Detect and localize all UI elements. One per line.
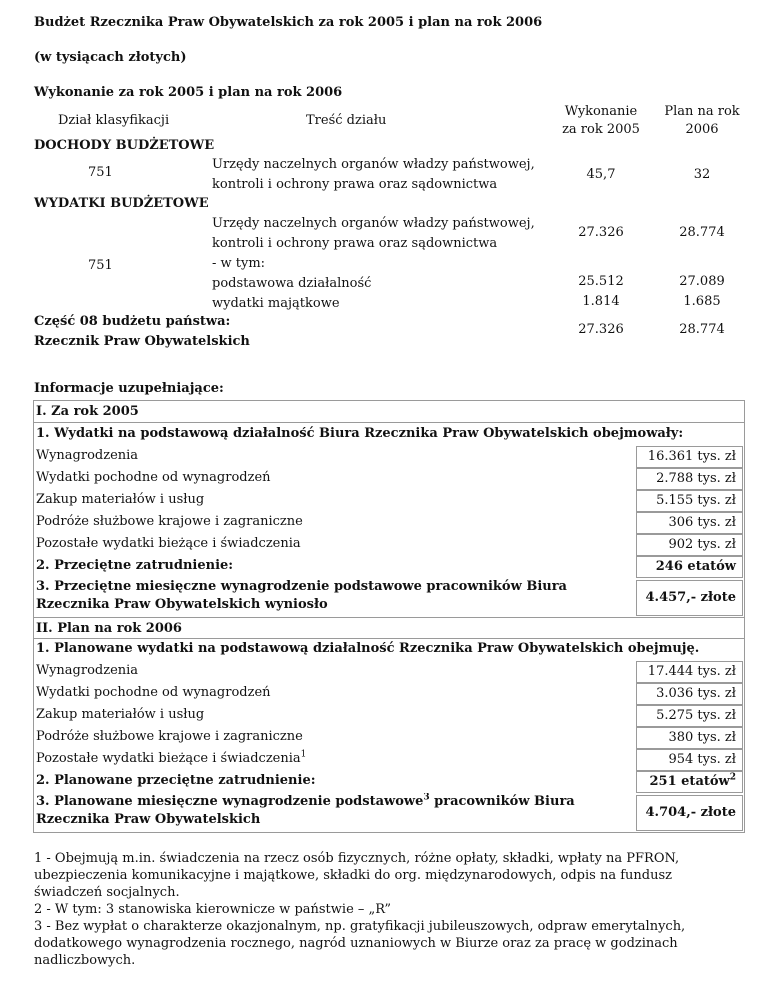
s1-row-3-value: 306 tys. zł <box>636 512 743 534</box>
s2-row-4-label-text: Pozostałe wydatki bieżące i świadczenia <box>36 751 301 766</box>
s1-item3-label <box>34 578 634 614</box>
s2-item2-value <box>636 771 743 793</box>
s1-item2-label: 2. Przeciętne zatrudnienie: <box>36 558 234 573</box>
dochody-tresc <box>212 155 535 195</box>
s1-row-4-label: Pozostałe wydatki bieżące i świadczenia <box>36 536 301 551</box>
s2-item3-label <box>34 793 634 829</box>
dochody-wykonanie: 45,7 <box>586 167 616 182</box>
s2-row-1-label: Wydatki pochodne od wynagrodzeń <box>36 685 271 700</box>
dochody-dzial: 751 <box>88 165 113 180</box>
s1-row-1-value: 2.788 tys. zł <box>636 468 743 490</box>
s1-row-4-value: 902 tys. zł <box>636 534 743 556</box>
header-wykonanie-line1: Wykonanie <box>564 104 638 119</box>
dochody-heading: DOCHODY BUDŻETOWE <box>34 138 215 153</box>
header-tresc: Treść działu <box>306 113 387 128</box>
wydatki-tresc-line1: Urzędy naczelnych organów władzy państwowej, <box>212 216 535 231</box>
s1-row-3-label: Podróże służbowe krajowe i zagraniczne <box>36 514 303 529</box>
s2-item3-line1b: pracowników Biura <box>429 794 575 809</box>
dochody-tresc-line2: kontroli i ochrony prawa oraz sądownictwa <box>212 177 498 192</box>
s2-item3-line2: Rzecznika Praw Obywatelskich <box>36 812 261 827</box>
wydatki-dzial: 751 <box>88 258 113 273</box>
page-title: Budżet Rzecznika Praw Obywatelskich za rok 2005 i plan na rok 2006 <box>34 15 543 30</box>
s2-row-2-value: 5.275 tys. zł <box>636 705 743 727</box>
s2-row-2-label: Zakup materiałów i usług <box>36 707 205 722</box>
section1-title: I. Za rok 2005 <box>34 401 744 423</box>
s2-row-1-value: 3.036 tys. zł <box>636 683 743 705</box>
s2-row-4-value: 954 tys. zł <box>636 749 743 771</box>
czesc-plan: 28.774 <box>679 322 725 337</box>
s2-item3-value: 4.704,- złote <box>636 795 743 831</box>
s2-row-3-value: 380 tys. zł <box>636 727 743 749</box>
wydatki-podstawowa-label: podstawowa działalność <box>212 276 372 291</box>
unit-note: (w tysiącach złotych) <box>34 50 187 65</box>
s1-item3-value: 4.457,- złote <box>636 580 743 616</box>
s2-item2-value-text: 251 etatów <box>649 774 730 789</box>
s2-item2-label: 2. Planowane przeciętne zatrudnienie: <box>36 773 316 788</box>
wydatki-heading: WYDATKI BUDŻETOWE <box>34 196 209 211</box>
podstawowa-wykonanie: 25.512 <box>578 274 624 289</box>
s2-item3-line1a: 3. Planowane miesięczne wynagrodzenie podstawowe <box>36 794 424 809</box>
s2-row-0-value: 17.444 tys. zł <box>636 661 743 683</box>
header-plan <box>650 103 754 139</box>
majatkowe-plan: 1.685 <box>683 294 721 309</box>
section2-item1-title: 1. Planowane wydatki na podstawową działalność Rzecznika Praw Obywatelskich obejmuję. <box>36 641 700 656</box>
podstawowa-plan: 27.089 <box>679 274 725 289</box>
s1-row-0-value: 16.361 tys. zł <box>636 446 743 468</box>
czesc-line2: Rzecznik Praw Obywatelskich <box>34 334 250 349</box>
s1-item3-line1: 3. Przeciętne miesięczne wynagrodzenie podstawowe pracowników Biura <box>36 579 567 594</box>
section-title: Wykonanie za rok 2005 i plan na rok 2006 <box>34 85 343 100</box>
wydatki-wykonanie: 27.326 <box>578 225 624 240</box>
footnote-3: 3 - Bez wypłat o charakterze okazjonalnym, np. gratyfikacji jubileuszowych, odpraw emerytalnych, dodatkowego wynagrodzenia rocznego, nagród uznaniowych w Biurze oraz za pracę w godzinach nadliczbowych. <box>34 919 686 968</box>
header-plan-line1: Plan na rok <box>664 104 740 119</box>
s2-row-4-label <box>34 748 634 770</box>
s1-row-0-label: Wynagrodzenia <box>36 448 139 463</box>
header-wykonanie-line2: za rok 2005 <box>562 122 640 137</box>
wydatki-plan: 28.774 <box>679 225 725 240</box>
section1-item1-title: 1. Wydatki na podstawową działalność Biura Rzecznika Praw Obywatelskich obejmowały: <box>36 426 684 441</box>
info-heading: Informacje uzupełniające: <box>34 381 224 396</box>
s2-row-3-label: Podróże służbowe krajowe i zagraniczne <box>36 729 303 744</box>
majatkowe-wykonanie: 1.814 <box>582 294 620 309</box>
czesc-wykonanie: 27.326 <box>578 322 624 337</box>
header-dzial: Dział klasyfikacji <box>58 113 170 128</box>
footnotes <box>34 850 734 969</box>
czesc-line1: Część 08 budżetu państwa: <box>34 314 231 329</box>
header-wykonanie <box>549 103 653 139</box>
dochody-tresc-line1: Urzędy naczelnych organów władzy państwowej, <box>212 157 535 172</box>
footnote-1: 1 - Obejmują m.in. świadczenia na rzecz osób fizycznych, różne opłaty, składki, wpłaty na PFRON, ubezpieczenia komunikacyjne i majątkowe, składki do org. międzynarodowych, odpis na fundusz świadczeń socjalnych. <box>34 851 680 900</box>
footnote-ref-3: 3 <box>423 793 430 803</box>
dochody-plan: 32 <box>693 167 711 182</box>
header-plan-line2: 2006 <box>685 122 719 137</box>
footnote-ref-2: 2 <box>729 772 736 783</box>
footnote-2: 2 - W tym: 3 stanowiska kierownicze w państwie – „R” <box>34 902 391 917</box>
s1-row-2-label: Zakup materiałów i usług <box>36 492 205 507</box>
s1-row-1-label: Wydatki pochodne od wynagrodzeń <box>36 470 271 485</box>
s2-row-0-label: Wynagrodzenia <box>36 663 139 678</box>
s1-item3-line2: Rzecznika Praw Obywatelskich wyniosło <box>36 597 328 612</box>
s1-row-2-value: 5.155 tys. zł <box>636 490 743 512</box>
footnote-ref-1: 1 <box>300 749 307 760</box>
wydatki-tresc <box>212 214 535 314</box>
s2-item3-line1 <box>36 793 634 811</box>
section2-title: II. Plan na rok 2006 <box>34 617 744 639</box>
czesc-label <box>34 312 250 352</box>
wydatki-tresc-line2: kontroli i ochrony prawa oraz sądownictwa <box>212 236 498 251</box>
wydatki-w-tym: - w tym: <box>212 256 266 271</box>
s1-item2-value: 246 etatów <box>636 556 743 578</box>
wydatki-majatkowe-label: wydatki majątkowe <box>212 296 340 311</box>
